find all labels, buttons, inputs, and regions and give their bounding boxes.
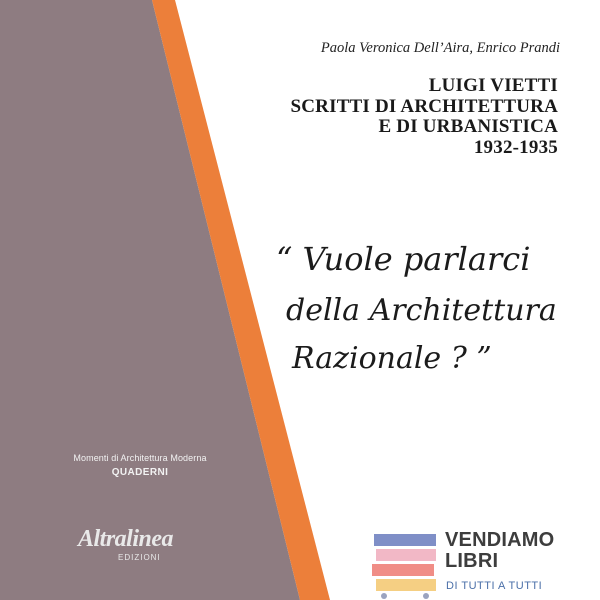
vendiamo-libri-badge xyxy=(372,528,572,600)
badge-subtitle: DI TUTTI A TUTTI xyxy=(446,580,543,592)
stacked-books-icon xyxy=(372,528,442,600)
quote-line-3: Razionale ? ” xyxy=(292,341,492,376)
quote-line-1: “ Vuole parlarci xyxy=(276,240,531,278)
book-title xyxy=(250,76,558,158)
title-line-4: 1932-1935 xyxy=(473,136,558,158)
publisher-logo xyxy=(78,522,218,572)
badge-title-line-1: VENDIAMO xyxy=(445,529,555,551)
title-line-2: SCRITTI DI ARCHITETTURA xyxy=(290,95,558,117)
title-line-1: LUIGI VIETTI xyxy=(428,75,558,96)
series-label xyxy=(40,453,240,478)
publisher-name: Altralinea xyxy=(78,526,174,552)
handwritten-quote xyxy=(268,232,588,382)
badge-title-line-2: LIBRI xyxy=(445,550,499,572)
badge-title xyxy=(445,530,554,572)
publisher-sub: EDIZIONI xyxy=(118,553,161,562)
series-type: QUADERNI xyxy=(111,467,169,478)
series-name: Momenti di Architettura Moderna xyxy=(73,453,207,463)
title-line-3: E DI URBANISTICA xyxy=(378,116,558,137)
authors: Paola Veronica Dell’Aira, Enrico Prandi xyxy=(320,40,560,56)
quote-line-2: della Architettura xyxy=(286,293,557,328)
